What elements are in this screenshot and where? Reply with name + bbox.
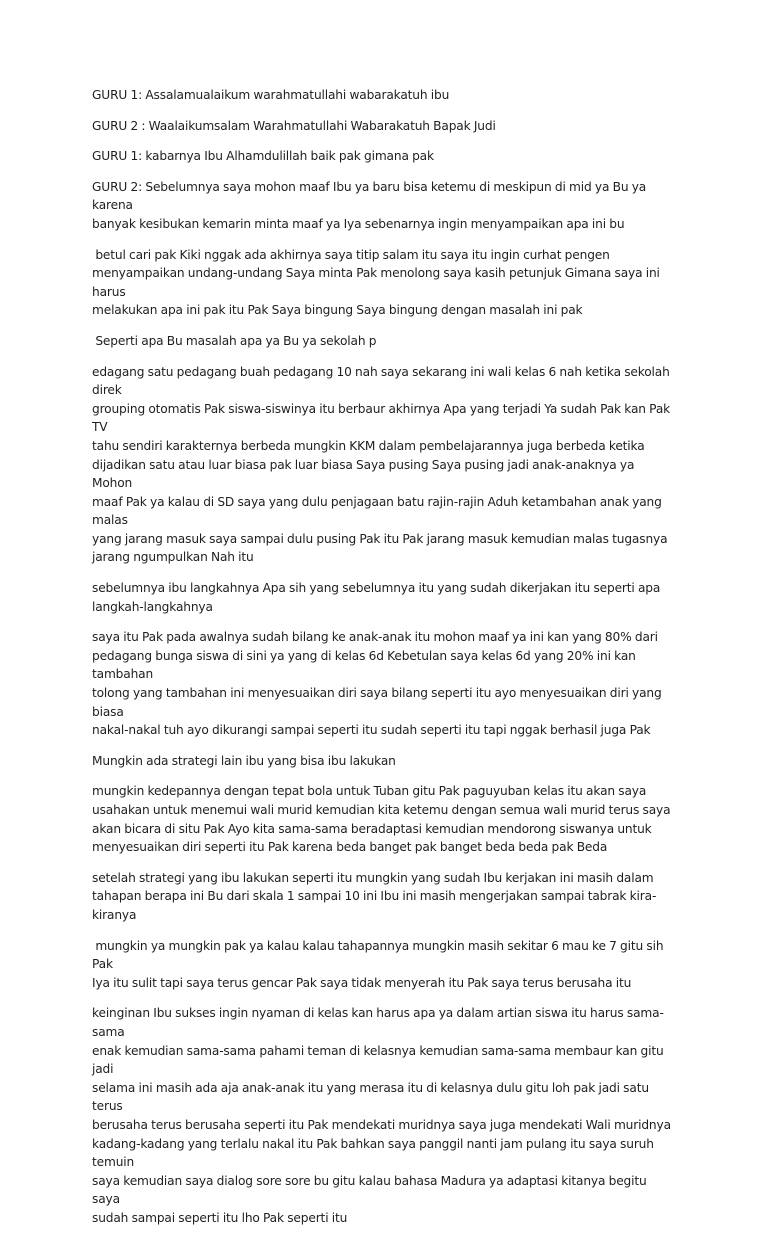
paragraph-7: edagang satu pedagang buah pedagang 10 nah saya sekarang ini wali kelas 6 nah ketika sekolah direk grouping otomatis Pak siswa-siswinya itu berbaur akhirnya Apa yang terjadi Ya sudah Pak kan Pak TV tahu sendiri karakternya berbeda mungkin KKM dalam pembelajarannya juga berbeda ketika dijadikan satu atau luar biasa pak luar biasa Saya pusing Saya pusing jadi anak-anaknya ya Mohon maaf Pak ya kalau di SD saya yang dulu penjagaan batu rajin-rajin Aduh ketambahan anak yang malas yang jarang masuk saya sampai dulu pusing Pak itu Pak jarang masuk kemudian malas tugasnya jarang ngumpulkan Nah itu: [92, 364, 671, 565]
paragraph-12: setelah strategi yang ibu lakukan seperti itu mungkin yang sudah Ibu kerjakan ini masih dalam tahapan berapa ini Bu dari skala 1 sampai 10 ini Ibu ini masih mengerjakan sampai tabrak kira- kiranya: [92, 870, 657, 922]
paragraph-10: Mungkin ada strategi lain ibu yang bisa ibu lakukan: [92, 753, 396, 768]
paragraph-8: sebelumnya ibu langkahnya Apa sih yang sebelumnya itu yang sudah dikerjakan itu seperti apa langkah-langkahnya: [92, 581, 661, 614]
paragraph-13: mungkin ya mungkin pak ya kalau kalau tahapannya mungkin masih sekitar 6 mau ke 7 gitu sih Pak Iya itu sulit tapi saya terus gencar Pak saya tidak menyerah itu Pak saya terus berusaha itu: [92, 938, 664, 990]
paragraph-14: keinginan Ibu sukses ingin nyaman di kelas kan harus apa ya dalam artian siswa itu harus sama-sama enak kemudian sama-sama pahami teman di kelasnya kemudian sama-sama membaur kan gitu jadi selama ini masih ada aja anak-anak itu yang merasa itu di kelasnya dulu gitu loh pak jadi satu terus berusaha terus berusaha seperti itu Pak mendekati muridnya saya juga mendekati Wali muridnya kadang-kadang yang terlalu nakal itu Pak bahkan saya panggil nanti jam pulang itu saya suruh temuin saya kemudian saya dialog sore sore bu gitu kalau bahasa Madura ya adaptasi kitanya begitu saya sudah sampai seperti itu lho Pak seperti itu: [92, 1006, 671, 1225]
document-body: [92, 86, 676, 1239]
paragraph-2: GURU 2 : Waalaikumsalam Warahmatullahi Wabarakatuh Bapak Judi: [92, 118, 496, 133]
paragraph-4: GURU 2: Sebelumnya saya mohon maaf Ibu ya baru bisa ketemu di meskipun di mid ya Bu ya karena banyak kesibukan kemarin minta maaf ya Iya sebenarnya ingin menyampaikan apa ini bu: [92, 179, 647, 231]
paragraph-1: GURU 1: Assalamualaikum warahmatullahi wabarakatuh ibu: [92, 88, 450, 102]
paragraph-5: betul cari pak Kiki nggak ada akhirnya saya titip salam itu saya itu ingin curhat pengen menyampaikan undang-undang Saya minta Pak menolong saya kasih petunjuk Gimana saya ini harus melakukan apa ini pak itu Pak Saya bingung Saya bingung dengan masalah ini pak: [92, 247, 660, 318]
paragraph-9: saya itu Pak pada awalnya sudah bilang ke anak-anak itu mohon maaf ya ini kan yang 80% dari pedagang bunga siswa di sini ya yang di kelas 6d Kebetulan saya kelas 6d yang 20% ini kan tambahan tolong yang tambahan ini menyesuaikan diri saya bilang seperti itu ayo menyesuaikan diri yang biasa nakal-nakal tuh ayo dikurangi sampai seperti itu sudah seperti itu tapi nggak berhasil juga Pak: [92, 630, 662, 738]
paragraph-6: Seperti apa Bu masalah apa ya Bu ya sekolah p: [92, 333, 377, 348]
paragraph-11: mungkin kedepannya dengan tepat bola untuk Tuban gitu Pak paguyuban kelas itu akan saya usahakan untuk menemui wali murid kemudian kita ketemu dengan semua wali murid terus saya akan bicara di situ Pak Ayo kita sama-sama beradaptasi kemudian mendorong siswanya untuk menyesuaikan diri seperti itu Pak karena beda banget pak banget beda beda pak Beda: [92, 784, 671, 855]
paragraph-3: GURU 1: kabarnya Ibu Alhamdulillah baik pak gimana pak: [92, 149, 434, 164]
